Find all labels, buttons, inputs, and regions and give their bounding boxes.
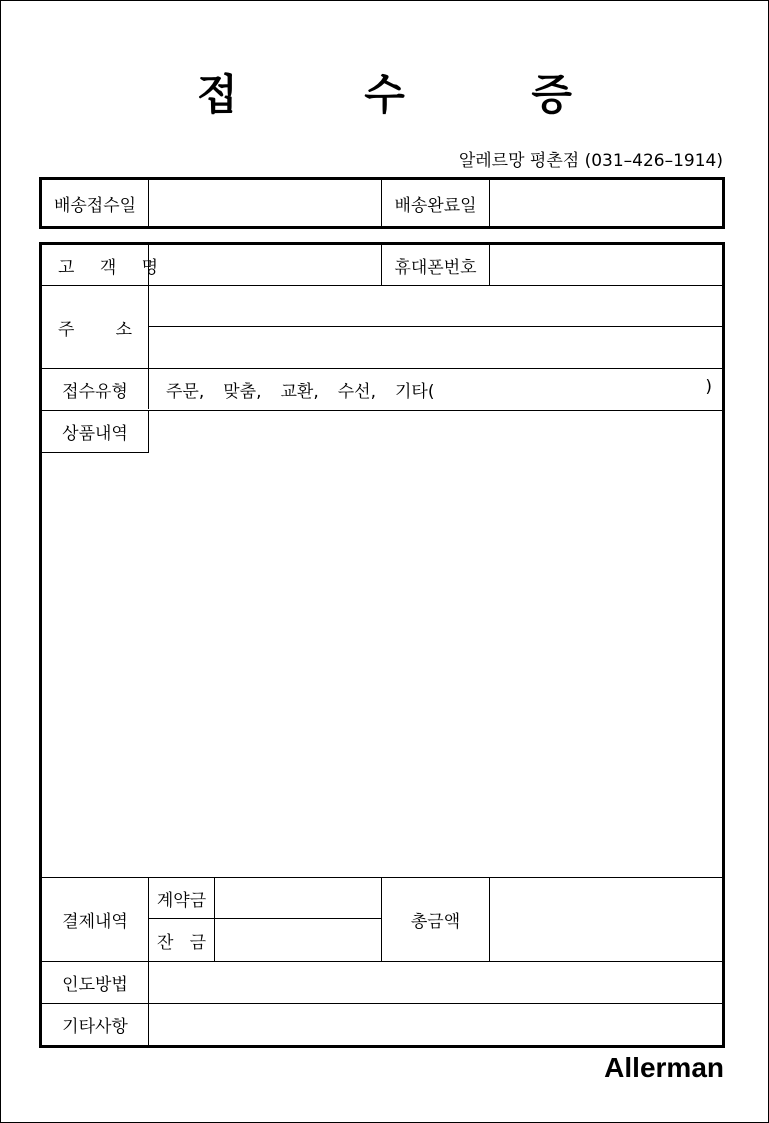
customer-name-field[interactable] xyxy=(149,245,381,285)
total-amount-label: 총금액 xyxy=(410,912,461,932)
payment-details-label: 결제내역 xyxy=(62,912,128,932)
receipt-type-repair[interactable]: 수선, xyxy=(337,382,376,402)
address-label-char-1: 주 xyxy=(58,319,75,340)
delivery-receipt-date-label: 배송접수일 xyxy=(53,195,137,216)
receipt-type-label: 접수유형 xyxy=(62,382,128,402)
receipt-type-order[interactable]: 주문, xyxy=(166,382,205,402)
deposit-label: 계약금 xyxy=(156,890,207,911)
receipt-type-exchange[interactable]: 교환, xyxy=(280,382,319,402)
receipt-type-custom[interactable]: 맞춤, xyxy=(223,382,262,402)
delivery-complete-date-label: 배송완료일 xyxy=(394,195,477,216)
balance-label-char-2: 금 xyxy=(189,932,206,953)
delivery-receipt-date-field[interactable] xyxy=(149,180,381,226)
balance-label-char-1: 잔 xyxy=(157,932,174,953)
address-label xyxy=(42,286,148,368)
total-amount-field[interactable] xyxy=(490,878,722,961)
brand-logo-text: Allerman xyxy=(604,1052,724,1083)
receipt-type-other[interactable] xyxy=(395,377,712,402)
deposit-field[interactable] xyxy=(215,878,381,918)
delivery-method-field[interactable] xyxy=(149,962,722,1003)
address-line-1-field[interactable] xyxy=(149,286,722,326)
product-details-area[interactable] xyxy=(149,411,722,877)
receipt-type-other-close: ) xyxy=(705,377,712,397)
receipt-type-options[interactable] xyxy=(166,369,712,410)
receipt-type-other-label: 기타( xyxy=(395,382,435,402)
delivery-method-label: 인도방법 xyxy=(62,975,128,995)
balance-field[interactable] xyxy=(215,919,381,961)
other-notes-label: 기타사항 xyxy=(62,1017,128,1037)
delivery-complete-date-field[interactable] xyxy=(490,180,722,226)
balance-label xyxy=(149,919,214,961)
phone-field[interactable] xyxy=(490,245,722,285)
phone-label: 휴대폰번호 xyxy=(394,257,477,278)
address-label-char-2: 소 xyxy=(115,319,132,340)
customer-name-text: 고 객 명 xyxy=(58,257,169,278)
address-line-2-field[interactable] xyxy=(149,327,722,368)
other-notes-field[interactable] xyxy=(149,1004,722,1045)
form-title: 접 수 증 xyxy=(197,70,628,119)
product-details-label: 상품내역 xyxy=(62,424,128,444)
store-info: 알레르망 평촌점 (031–426–1914) xyxy=(458,151,723,171)
customer-name-label xyxy=(42,245,169,285)
